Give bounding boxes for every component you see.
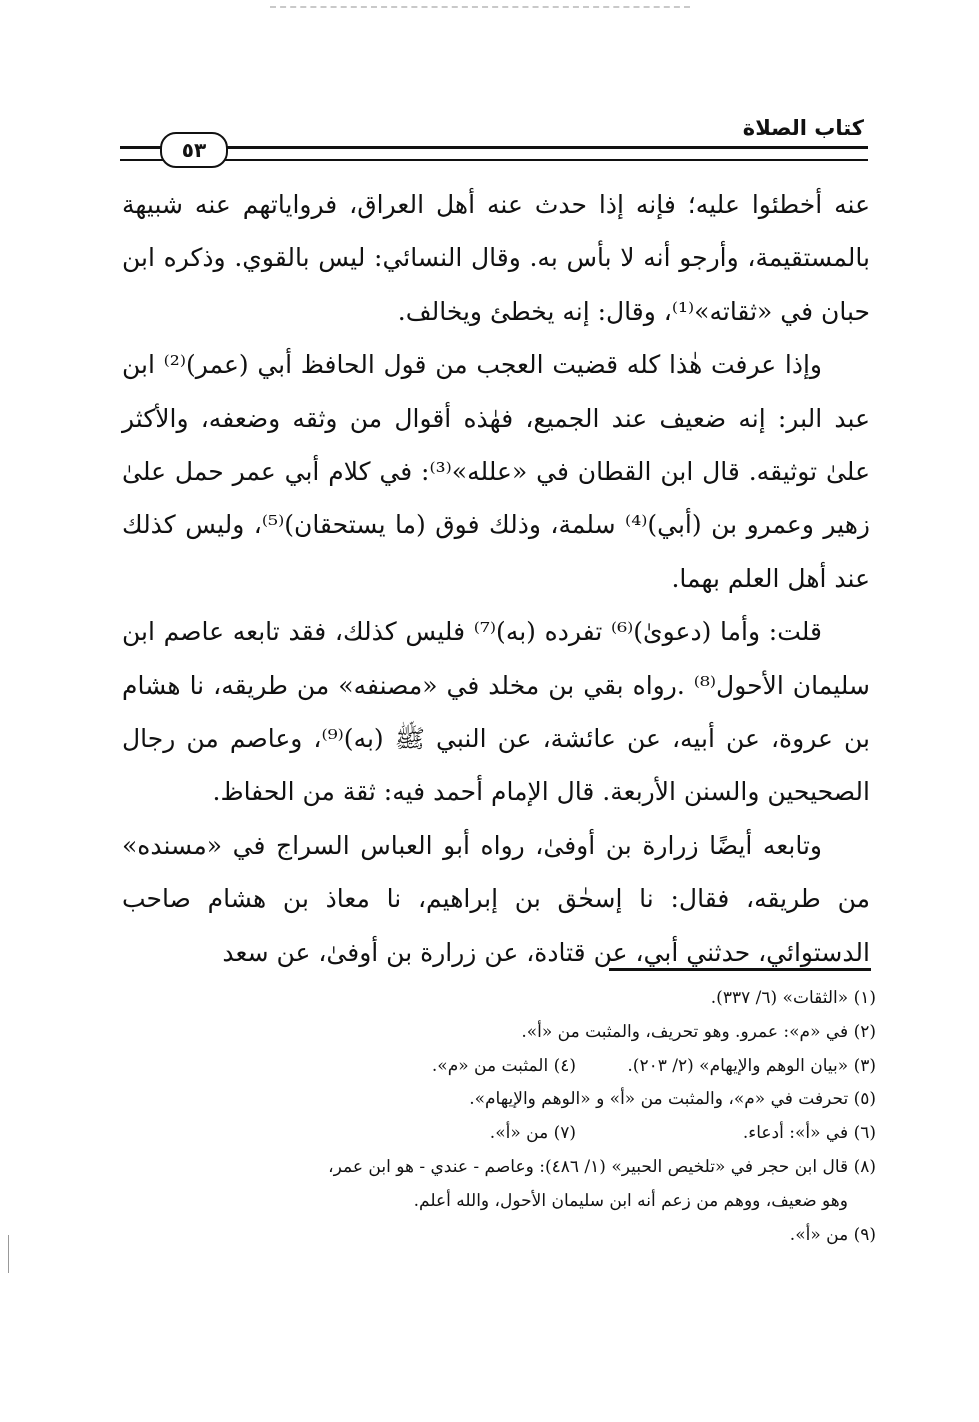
paragraph-1: عنه أخطئوا عليه؛ فإنه إذا حدث عنه أهل العراق، فرواياتهم عنه شبيهة بالمستقيمة، وأرجو أنه لا بأس به. وقال النسائي: ليس بالقوي. وذكره ابن حبان في «ثقاته»⁽¹⁾، وقال: إنه يخطئ ويخالف. [122, 190, 870, 326]
footnote-8: (٨) قال ابن حجر في «تلخيص الحبير» (١/ ٤٨٦): وعاصم - عندي - هو ابن عمر، [328, 1156, 876, 1177]
footnote-4: (٤) المثبت من «م». [431, 1055, 576, 1076]
footnote-3: (٣) «بيان الوهم والإيهام» (٢/ ٢٠٣). [627, 1055, 876, 1076]
paragraph-3: قلت: وأما (دعوىٰ)⁽⁶⁾ تفرده (به)⁽⁷⁾ فليس كذلك، فقد تابعه عاصم ابن سليمان الأحول⁽⁸⁾ .رواه بقي بن مخلد في «مصنفه» من طريقه، نا هشام بن عروة، عن أبيه، عن عائشة، عن النبي ﷺ (به)⁽⁹⁾، وعاصم من رجال الصحيحين والسنن الأربعة. قال الإمام أحمد فيه: ثقة من الحفاظ. [122, 617, 870, 807]
footnote-2: (٢) في «م»: عمرو. وهو تحريف، والمثبت من «أ». [521, 1021, 876, 1042]
main-text [122, 178, 870, 979]
footnote-9: (٩) من «أ». [789, 1224, 876, 1245]
footnotes [120, 982, 876, 1252]
footnote-5: (٥) تحرفت في «م»، والمثبت من «أ» و «الوهم والإيهام». [469, 1089, 876, 1110]
footnote-7: (٧) من «أ». [489, 1123, 576, 1144]
top-scan-marks [270, 6, 690, 10]
footnote-separator [609, 968, 871, 971]
paragraph-2: وإذا عرفت هٰذا كله قضيت العجب من قول الحافظ أبي (عمر)⁽²⁾ ابن عبد البر: إنه ضعيف عند الجميع، فهٰذه أقوال من وثقه وضعفه، والأكثر علىٰ توثيقه. قال ابن القطان في «علله»⁽³⁾: في كلام أبي عمر حمل علىٰ زهير وعمرو بن (أبي)⁽⁴⁾ سلمة، وذلك فوق (ما يستحقان)⁽⁵⁾، وليس كذلك عند أهل العلم بهما. [122, 350, 871, 593]
page-header [120, 112, 868, 172]
paragraph-4: وتابعه أيضًا زرارة بن أوفىٰ، رواه أبو العباس السراج في «مسنده» من طريقه، فقال: نا إسحٰق بن إبراهيم، نا معاذ بن هشام صاحب الدستوائي، حدثني أبي، عن قتادة، عن زرارة بن أوفىٰ، عن سعد [122, 830, 870, 967]
chapter-title: كتاب الصلاة [742, 116, 864, 140]
footnote-row-3-4 [120, 1050, 876, 1084]
page-number: ٥٣ [160, 132, 228, 168]
footnote-6: (٦) في «أ»: أدعاء. [742, 1123, 876, 1144]
footnote-1: (١) «الثقات» (٦/ ٣٣٧). [710, 988, 876, 1008]
footnote-row-6-7 [120, 1117, 876, 1151]
scan-edge-mark [8, 1235, 9, 1273]
header-rule [120, 146, 868, 161]
footnote-8-continued: وهو ضعيف، ووهم من زعم أنه ابن سليمان الأحول، والله أعلم. [413, 1190, 848, 1211]
